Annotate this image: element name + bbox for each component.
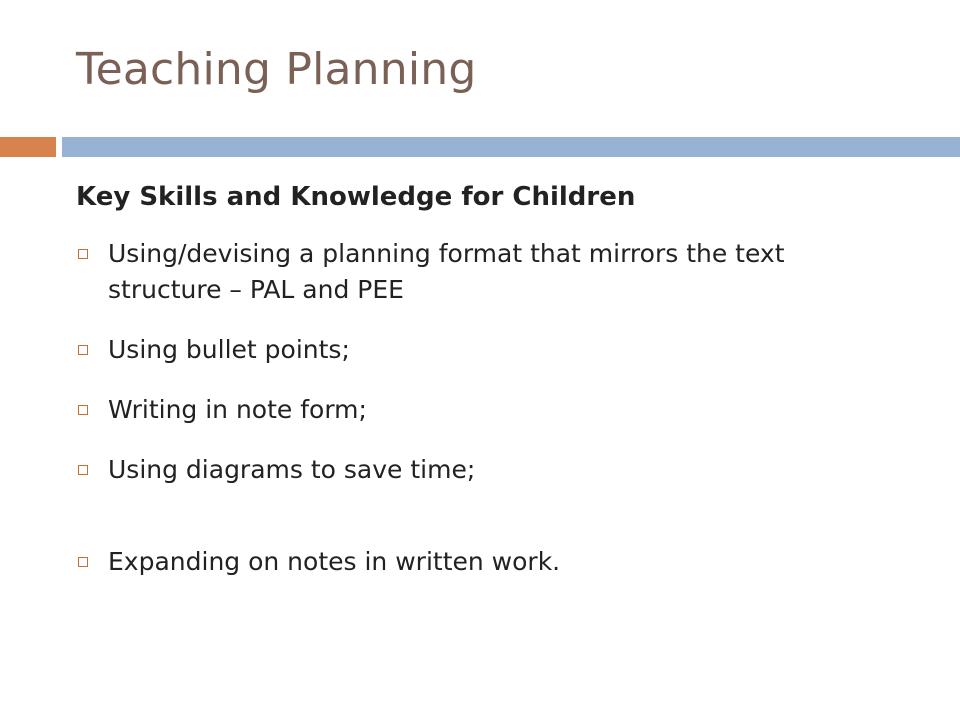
- bullet-text: Using diagrams to save time;: [108, 455, 476, 484]
- bullet-item: [76, 544, 896, 580]
- bullet-item: [76, 452, 896, 488]
- square-bullet-icon: [78, 465, 88, 475]
- slide-subheading: Key Skills and Knowledge for Children: [76, 182, 636, 212]
- bullet-list: [76, 236, 896, 604]
- square-bullet-icon: [78, 557, 88, 567]
- bullet-text: Expanding on notes in written work.: [108, 547, 561, 576]
- square-bullet-icon: [78, 249, 88, 259]
- bullet-text: Using bullet points;: [108, 335, 350, 364]
- bullet-item: [76, 236, 896, 308]
- title-accent-bar: [0, 137, 56, 157]
- title-divider-bar: [62, 137, 960, 157]
- bullet-item: [76, 332, 896, 368]
- slide-title: Teaching Planning: [76, 44, 477, 95]
- bullet-text: Writing in note form;: [108, 395, 367, 424]
- bullet-item: [76, 392, 896, 428]
- square-bullet-icon: [78, 345, 88, 355]
- square-bullet-icon: [78, 405, 88, 415]
- bullet-text: Using/devising a planning format that mirrors the text structure – PAL and PEE: [108, 239, 785, 304]
